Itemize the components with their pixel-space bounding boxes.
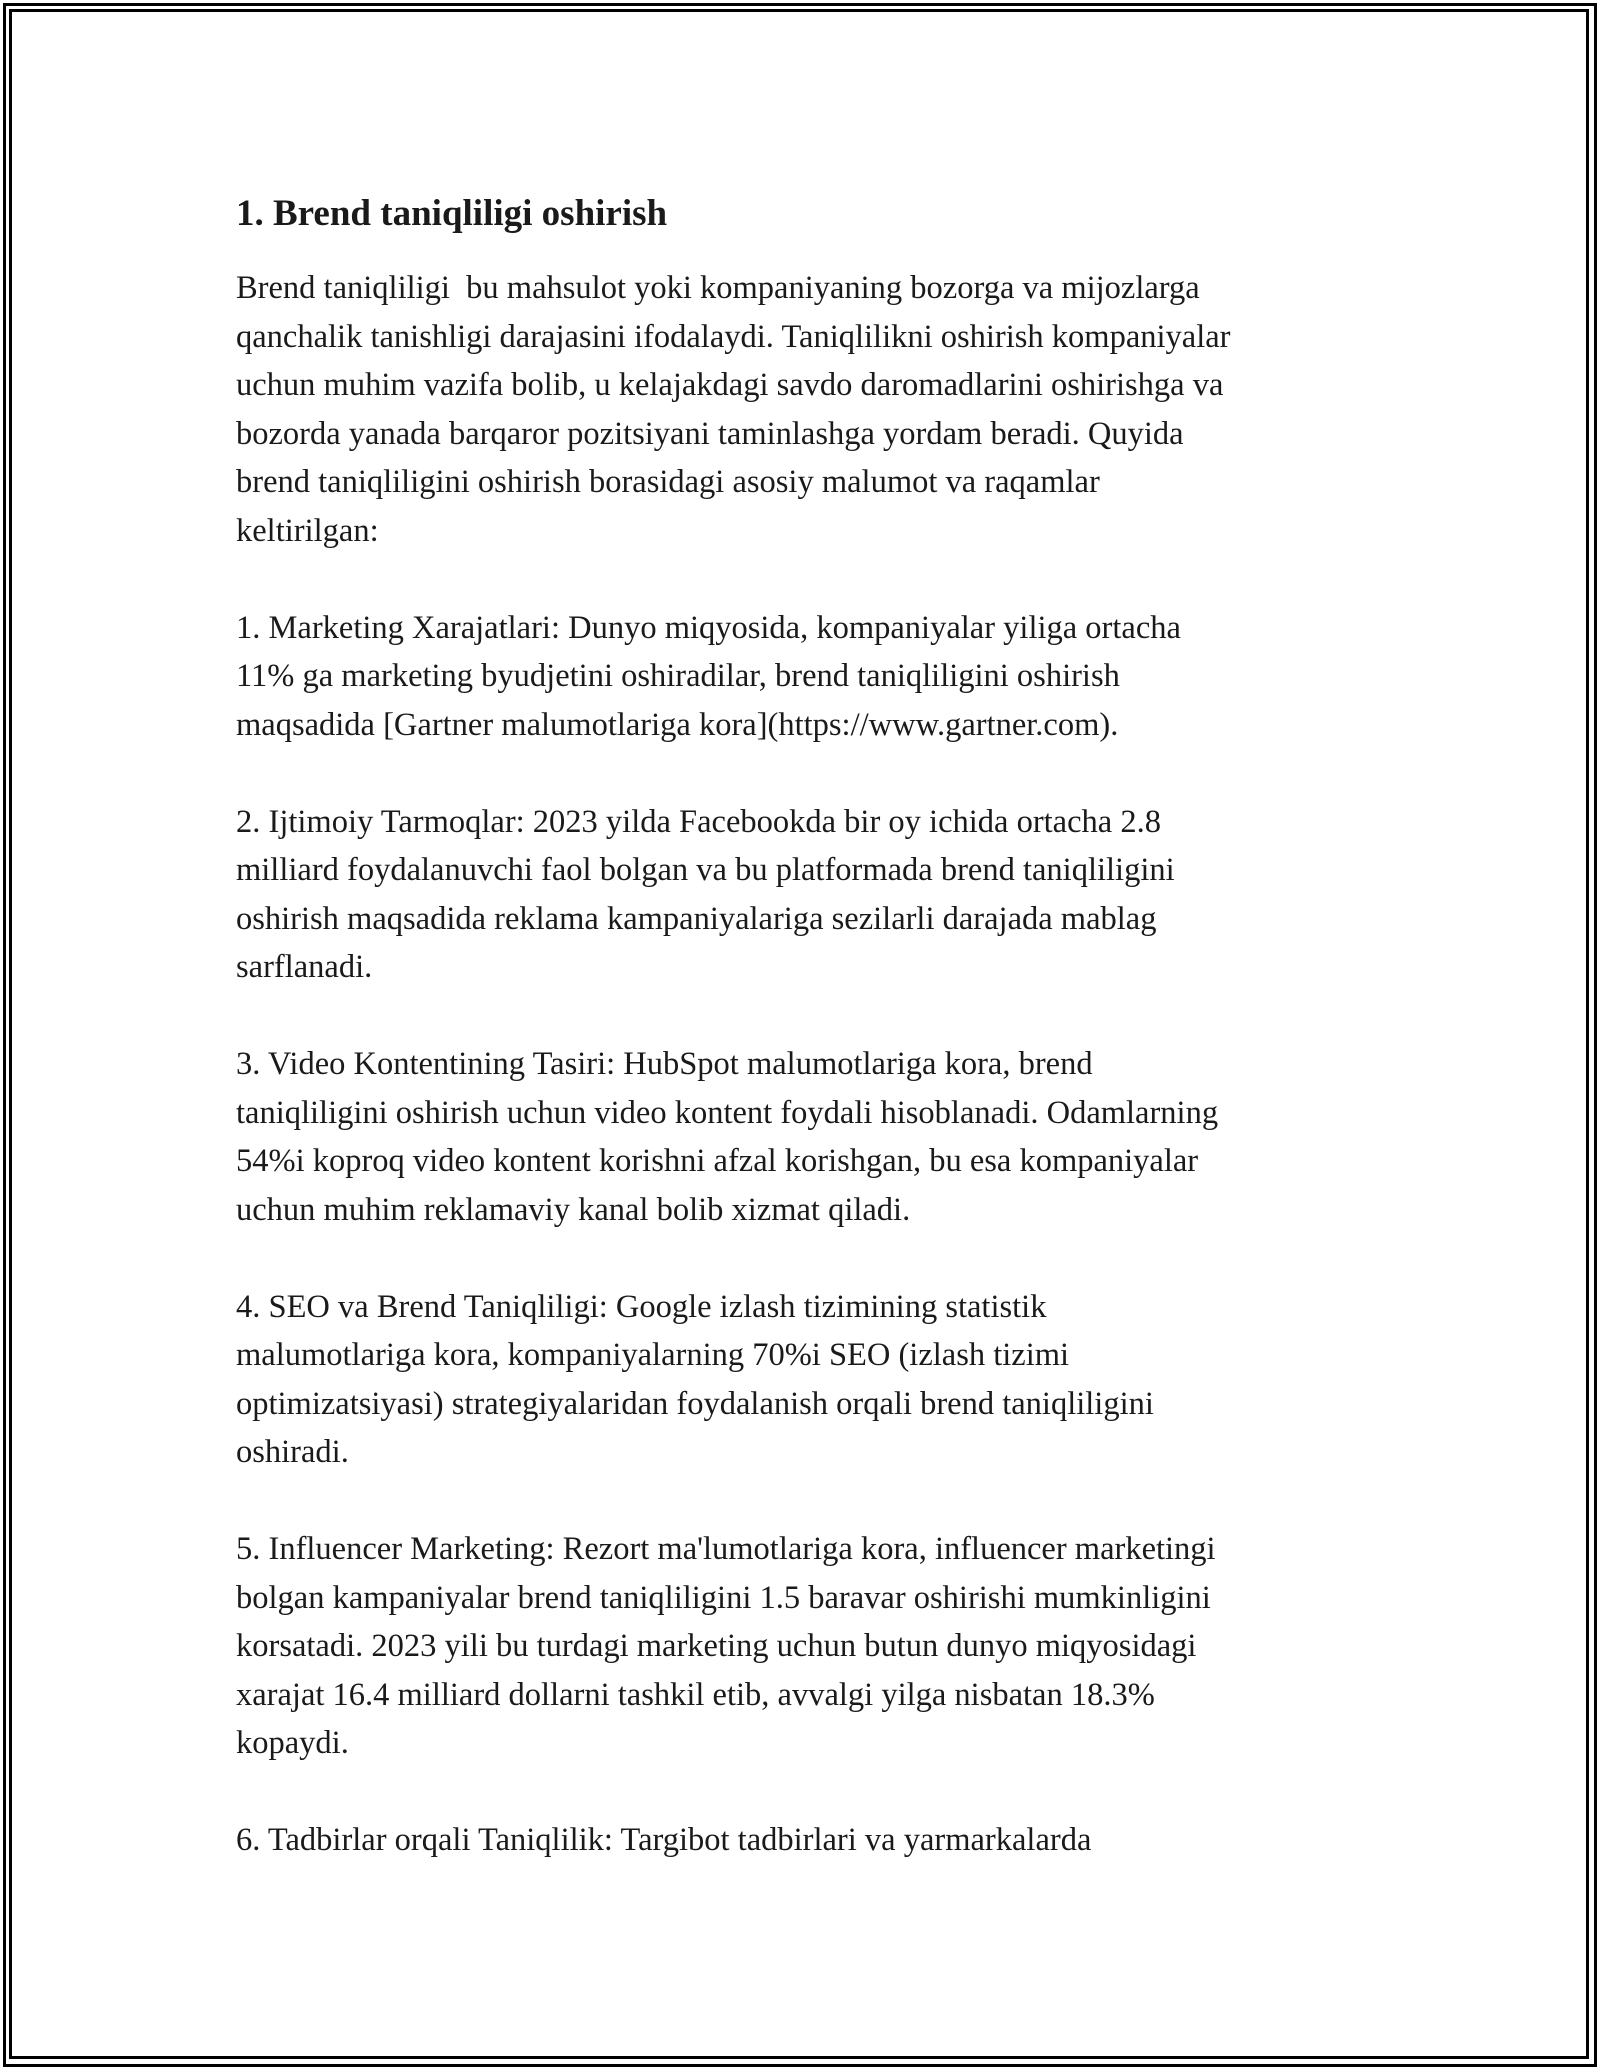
- list-item-video-content: [236, 1040, 1416, 1234]
- text-line: 54%i koproq video kontent korishni afzal korishgan, bu esa kompaniyalar: [236, 1143, 1199, 1179]
- text-line: korsatadi. 2023 yili bu turdagi marketing uchun butun dunyo miqyosidagi: [236, 1628, 1197, 1664]
- text-line: xarajat 16.4 milliard dollarni tashkil etib, avvalgi yilga nisbatan 18.3%: [236, 1676, 1155, 1713]
- list-item-seo: [236, 1283, 1416, 1477]
- text-line: oshiradi.: [236, 1434, 349, 1470]
- list-item-events: [236, 1816, 1416, 1865]
- list-item-social-networks: [236, 798, 1416, 992]
- text-line: kopaydi.: [236, 1725, 349, 1761]
- text-line: brend taniqliligini oshirish borasidagi asosiy malumot va raqamlar: [236, 464, 1100, 500]
- text-line: malumotlariga kora, kompaniyalarning 70%i SEO (izlash tizimi: [236, 1337, 1070, 1373]
- section-heading: 1. Brend taniqliligi oshirish: [236, 193, 668, 234]
- intro-paragraph: [236, 264, 1416, 555]
- text-line: optimizatsiyasi) strategiyalaridan foydalanish orqali brend taniqliligini: [236, 1385, 1154, 1422]
- text-line: 3. Video Kontentining Tasiri: HubSpot malumotlariga kora, brend: [236, 1046, 1093, 1082]
- list-item-marketing-expenses: [236, 604, 1416, 750]
- document-body: [236, 190, 1416, 1913]
- text-line: uchun muhim reklamaviy kanal bolib xizmat qiladi.: [236, 1191, 911, 1228]
- text-line: 2. Ijtimoiy Tarmoqlar: 2023 yilda Facebookda bir oy ichida ortacha 2.8: [236, 803, 1161, 840]
- text-line: oshirish maqsadida reklama kampaniyalariga sezilarli darajada mablag: [236, 900, 1157, 937]
- text-line: taniqliligini oshirish uchun video kontent foydali hisoblanadi. Odamlarning: [236, 1094, 1219, 1131]
- text-line: sarflanadi.: [236, 949, 373, 985]
- text-line: uchun muhim vazifa bolib, u kelajakdagi savdo daromadlarini oshirishga va: [236, 367, 1224, 403]
- text-line: maqsadida [Gartner malumotlariga kora](https://www.gartner.com).: [236, 706, 1119, 743]
- text-line: milliard foydalanuvchi faol bolgan va bu platformada brend taniqliligini: [236, 852, 1175, 888]
- text-line: bozorda yanada barqaror pozitsiyani taminlashga yordam beradi. Quyida: [236, 415, 1184, 452]
- text-line: keltirilgan:: [236, 512, 379, 549]
- text-line: Brend taniqliligi bu mahsulot yoki kompaniyaning bozorga va mijozlarga: [236, 270, 1200, 306]
- text-line: 5. Influencer Marketing: Rezort ma'lumotlariga kora, influencer marketingi: [236, 1531, 1216, 1567]
- text-line: qanchalik tanishligi darajasini ifodalaydi. Taniqlilikni oshirish kompaniyalar: [236, 318, 1231, 355]
- text-line: 4. SEO va Brend Taniqliligi: Google izlash tizimining statistik: [236, 1288, 1047, 1325]
- list-item-influencer-marketing: [236, 1525, 1416, 1768]
- text-line: 1. Marketing Xarajatlari: Dunyo miqyosida, kompaniyalar yiliga ortacha: [236, 609, 1181, 646]
- text-line: bolgan kampaniyalar brend taniqliligini 1.5 baravar oshirishi mumkinligini: [236, 1579, 1211, 1616]
- text-line: 11% ga marketing byudjetini oshiradilar, brend taniqliligini oshirish: [236, 658, 1120, 694]
- text-line: 6. Tadbirlar orqali Taniqlilik: Targibot tadbirlari va yarmarkalarda: [236, 1822, 1092, 1858]
